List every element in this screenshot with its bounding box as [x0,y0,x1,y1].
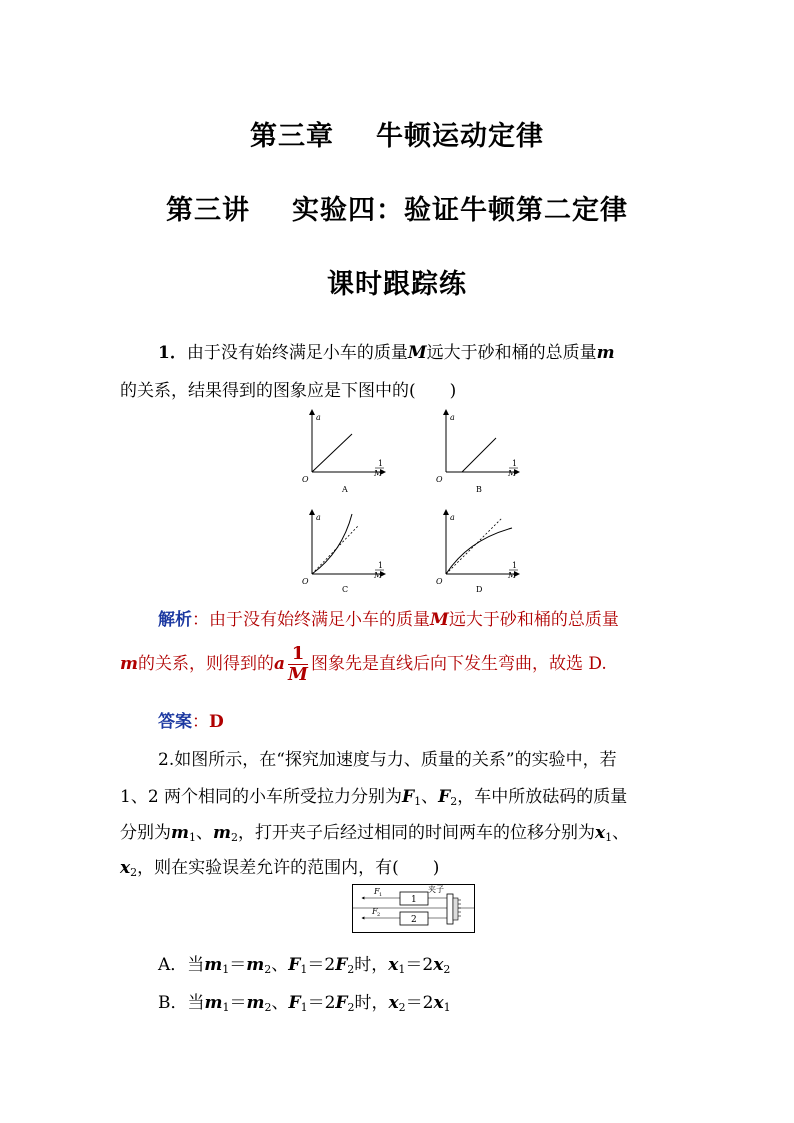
graph-a [302,410,385,494]
lecture-title [0,188,794,227]
svg-text:1: 1 [411,895,417,905]
graph-b [436,410,519,494]
graph-c [302,510,385,594]
q2-option-a: A．当$m_1=m_2$、$F_1=2F_2$时，$x_1=2x_2$ [158,955,451,976]
graph-label-c: C [342,585,349,594]
chapter-number: 第三章 [250,121,334,152]
analysis-label: 解析 [158,610,192,630]
svg-text:M: M [374,571,383,580]
svg-text:F: F [374,887,380,896]
lecture-number: 第三讲 [166,195,250,226]
svg-text:1: 1 [378,561,384,570]
q2-line1: 2.如图所示，在“探究加速度与力、质量的关系”的实验中，若 [158,750,617,770]
fraction-1-over-M: $\frac{1}{M}$ [288,643,308,685]
q1-analysis-line2: m的关系，则得到的a $\frac{1}{M}$ 图象先是直线后向下发生弯曲，故选 D. [120,643,607,685]
q2-line4: $x_2$，则在实验误差允许的范围内，有( ) [120,858,440,879]
answer-label: 答案 [158,712,192,732]
svg-text:M: M [508,571,517,580]
graph-label-b: B [476,485,482,494]
svg-text:M: M [508,469,517,478]
lecture-name: 实验四：验证牛顿第二定律 [292,195,628,226]
q2-line2: 1、2 两个相同的小车所受拉力分别为$F_1$、$F_2$，车中所放砝码的质量 [120,787,628,808]
chapter-title [0,114,794,153]
q1-var-M: M [407,343,427,363]
clip-icon [447,894,461,924]
svg-text:1: 1 [379,892,383,898]
q1-analysis-line1: 解析：由于没有始终满足小车的质量M远大于砂和桶的总质量 [158,610,619,630]
q2-cart-diagram [352,884,476,934]
q1-number: 1． [158,343,187,363]
svg-text:2: 2 [411,915,417,925]
svg-text:1: 1 [378,459,384,468]
svg-text:a: a [450,513,455,522]
q1-text-b: 远大于砂和桶的总质量 [426,343,597,363]
q1-var-m: m [596,343,615,363]
svg-text:a: a [316,513,321,522]
svg-text:a: a [450,413,455,422]
svg-text:夹子: 夹子 [428,885,444,894]
q1-graphs [290,402,540,597]
q1-text-a: 由于没有始终满足小车的质量 [186,343,408,363]
section-title: 课时跟踪练 [327,269,467,300]
q2-line3: 分别为$m_1$、$m_2$，打开夹子后经过相同的时间两车的位移分别为$x_1$、 [120,823,630,844]
svg-text:a: a [316,413,321,422]
graph-label-a: A [342,485,348,494]
svg-text:2: 2 [377,912,381,918]
q1-line2: 的关系，结果得到的图象应是下图中的( ) [120,381,457,401]
svg-text:M: M [374,469,383,478]
svg-text:O: O [436,475,443,484]
q1-answer: 答案：D [158,712,224,732]
svg-text:O: O [302,577,309,586]
graph-label-d: D [476,585,483,594]
q1-line1 [158,338,718,363]
answer-value: D [209,712,224,732]
svg-text:1: 1 [512,459,518,468]
svg-text:O: O [436,577,443,586]
svg-text:1: 1 [512,561,518,570]
chapter-name: 牛顿运动定律 [376,121,544,152]
svg-text:O: O [302,475,309,484]
svg-text:F: F [372,907,378,916]
graph-d [436,510,519,594]
q2-option-b: B．当$m_1=m_2$、$F_1=2F_2$时，$x_2=2x_1$ [158,993,451,1014]
